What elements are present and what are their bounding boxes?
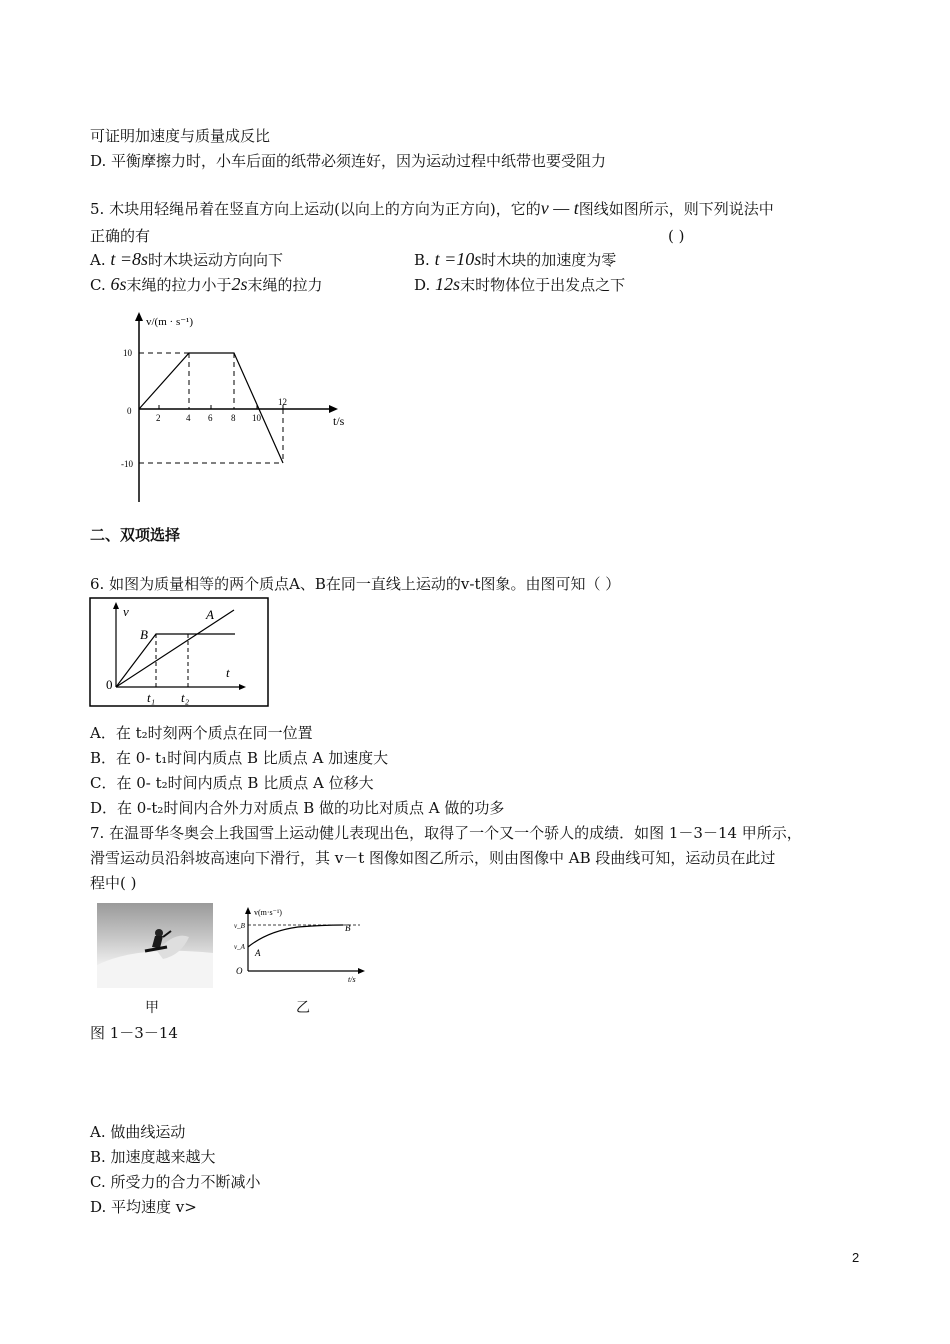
q5-stem-text: 图线如图所示，则下列说法中: [578, 200, 774, 218]
figure-caption: 图 1－3－14: [90, 1024, 178, 1042]
q6-option-c: C．在 0- t₂时间内质点 B 比质点 A 位移大: [90, 774, 374, 792]
q7-stem: 7. 在温哥华冬奥会上我国雪上运动健儿表现出色，取得了一个又一个骄人的成绩．如图 1－3－14 甲所示，: [90, 824, 802, 842]
q5-option-d: [414, 274, 625, 295]
t-label: t: [226, 665, 230, 680]
text-line: D. 平衡摩擦力时，小车后面的纸带必须连好，因为运动过程中纸带也要受阻力: [90, 152, 607, 170]
origin-label: 0: [106, 677, 113, 692]
option-math: 6s: [110, 274, 127, 294]
point-b-label: B: [345, 923, 351, 933]
caption-jia: 甲: [145, 1000, 159, 1016]
point-a-label: A: [255, 948, 261, 958]
x-axis-label: t/s: [333, 414, 345, 428]
answer-bracket: ( ): [668, 227, 685, 245]
q5-stem-cont: 正确的有: [90, 227, 151, 245]
q7-stem: 滑雪运动员沿斜坡高速向下滑行，其 v－t 图像如图乙所示，则由图像中 AB 段曲线可知，运动员在此过: [90, 849, 776, 867]
x-axis-label: t/s: [348, 975, 356, 984]
t2-label: t₂: [181, 690, 190, 705]
page-number: 2: [852, 1250, 860, 1265]
velocity-curve: [248, 925, 343, 947]
option-text: 末绳的拉力: [247, 276, 323, 294]
origin-label: O: [236, 966, 243, 976]
q7-option-a: A. 做曲线运动: [90, 1123, 186, 1141]
q5-option-c: [90, 274, 323, 295]
option-math: 2s: [231, 274, 248, 294]
q6-option-d: D．在 0-t₂时间内合外力对质点 B 做的功比对质点 A 做的功多: [90, 799, 505, 817]
x-axis-arrow: [358, 968, 365, 974]
option-text: 时木块运动方向向下: [148, 251, 284, 269]
tick-label: 12: [278, 397, 287, 407]
q5-vt-graph: [110, 310, 370, 505]
option-letter: D.: [414, 276, 431, 294]
v-label: v: [123, 604, 129, 619]
y-axis-arrow: [135, 312, 143, 321]
y-axis-label: v/(m · s⁻¹): [146, 316, 193, 328]
option-math: 12s: [435, 274, 461, 294]
option-math: t =8s: [110, 249, 149, 269]
tick-label: 0: [127, 406, 132, 416]
tick-label: -10: [121, 459, 133, 469]
t1-label: t₁: [147, 690, 156, 705]
q6-option-b: B．在 0- t₁时间内质点 B 比质点 A 加速度大: [90, 749, 389, 767]
q6-stem: 6. 如图为质量相等的两个质点A、B在同一直线上运动的v-t图象。由图可知（ ）: [90, 575, 621, 593]
va-label: v_A: [234, 943, 245, 951]
option-math: t =10s: [434, 249, 482, 269]
q5-stem-text: 5. 木块用轻绳吊着在竖直方向上运动(以向上的方向为正方向)，它的: [90, 200, 541, 218]
q7-option-b: B. 加速度越来越大: [90, 1148, 216, 1166]
label-a: A: [206, 607, 214, 622]
q5-option-b: [414, 249, 616, 270]
vb-label: v_B: [234, 922, 245, 930]
tick-label: 10: [252, 413, 261, 423]
skier-figure: [97, 903, 213, 988]
y-axis-label: v(m·s⁻¹): [254, 908, 282, 917]
option-text: 时木块的加速度为零: [481, 251, 617, 269]
skier-photo: [97, 903, 213, 988]
tick-label: 10: [123, 348, 132, 358]
x-axis-arrow: [329, 405, 338, 413]
section-title: 二、双项选择: [90, 526, 181, 544]
q5-stem: [90, 198, 774, 219]
option-text: 末绳的拉力小于: [126, 276, 232, 294]
q5-stem-math: v — t: [540, 198, 579, 218]
label-b: B: [140, 627, 148, 642]
option-letter: B.: [414, 251, 430, 269]
q7-option-c: C. 所受力的合力不断减小: [90, 1173, 261, 1191]
tick-label: 8: [231, 413, 236, 423]
q6-vt-graph: [89, 597, 271, 709]
q7-vt-graph: [228, 905, 368, 985]
tick-label: 2: [156, 413, 161, 423]
tick-label: 6: [208, 413, 213, 423]
y-axis-arrow: [245, 907, 251, 914]
option-text: 末时物体位于出发点之下: [460, 276, 626, 294]
q6-option-a: A．在 t₂时刻两个质点在同一位置: [90, 724, 313, 742]
q7-stem: 程中( ): [90, 874, 137, 892]
caption-yi: 乙: [296, 1000, 310, 1016]
option-letter: C.: [90, 276, 106, 294]
graph-frame: [90, 598, 268, 706]
q5-option-a: [90, 249, 283, 270]
text-line: 可证明加速度与质量成反比: [90, 127, 271, 145]
tick-label: 4: [186, 413, 191, 423]
option-letter: A.: [90, 251, 106, 269]
q7-option-d: D. 平均速度 v>: [90, 1198, 197, 1216]
